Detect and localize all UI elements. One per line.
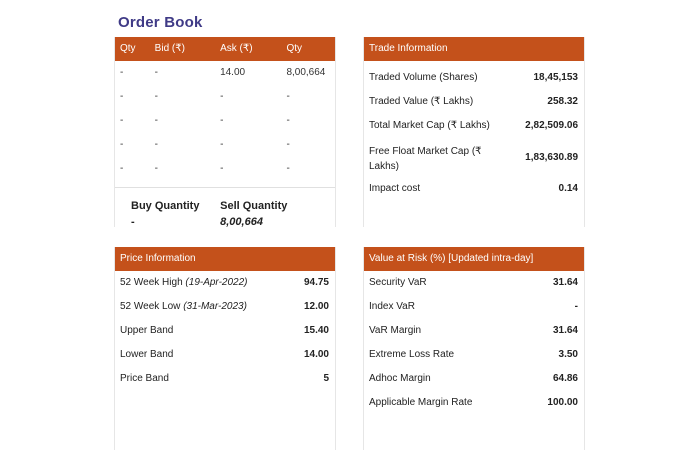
col-header-ask-price: Ask (₹): [220, 43, 253, 54]
free-float-market-cap-value: 1,83,630.89: [525, 152, 578, 163]
traded-value-value: 258.32: [547, 96, 578, 107]
total-market-cap-label: Total Market Cap (₹ Lakhs): [369, 120, 490, 131]
bid-qty-cell: -: [120, 139, 124, 150]
table-row: [115, 85, 335, 109]
bid-price-cell: -: [154, 163, 159, 174]
week-52-low-date: (31-Mar-2023): [183, 301, 247, 312]
free-float-market-cap-label: Free Float Market Cap (₹ Lakhs): [369, 146, 482, 172]
week-52-low-value: 12.00: [303, 301, 329, 312]
extreme-loss-rate-label: Extreme Loss Rate: [369, 349, 455, 360]
trade-information-title: Trade Information: [364, 37, 584, 61]
week-52-high-date: (19-Apr-2022): [185, 277, 248, 288]
value-at-risk-panel: [363, 247, 585, 450]
price-information-title: Price Information: [115, 247, 335, 271]
order-book-panel: [114, 37, 336, 227]
security-var-label: Security VaR: [369, 277, 427, 288]
traded-volume-label: Traded Volume (Shares): [369, 72, 478, 83]
traded-value-label: Traded Value (₹ Lakhs): [369, 96, 474, 107]
ask-qty-cell: -: [286, 139, 290, 150]
lower-band-value: 14.00: [303, 349, 329, 360]
order-book-header: [115, 37, 335, 61]
buy-quantity: [115, 198, 220, 230]
col-header-ask-qty: Qty: [286, 43, 302, 54]
var-margin-label: VaR Margin: [369, 325, 422, 336]
table-row: [115, 133, 335, 157]
week-52-high-label: [120, 277, 248, 288]
impact-cost-label: Impact cost: [369, 183, 421, 194]
table-row: [115, 157, 335, 181]
bid-price-cell: -: [154, 91, 159, 102]
bid-price-cell: -: [154, 139, 159, 150]
ask-price-cell: -: [220, 91, 224, 102]
ask-price-cell: 14.00: [220, 67, 246, 78]
upper-band-label: Upper Band: [120, 325, 174, 336]
ask-qty-cell: -: [286, 115, 290, 126]
security-var-value: 31.64: [552, 277, 578, 288]
bid-qty-cell: -: [120, 67, 124, 78]
price-band-value: 5: [323, 373, 329, 384]
order-book-rows: [115, 61, 335, 181]
value-at-risk-title: Value at Risk (%) [Updated intra-day]: [364, 247, 584, 271]
impact-cost-value: 0.14: [558, 183, 578, 194]
ask-qty-cell: 8,00,664: [286, 67, 326, 78]
trade-information-panel: [363, 37, 585, 227]
lower-band-label: Lower Band: [120, 349, 174, 360]
sell-quantity-label: Sell Quantity: [220, 200, 288, 212]
col-header-bid-price: Bid (₹): [154, 43, 185, 54]
week-52-high-value: 94.75: [303, 277, 329, 288]
var-margin-value: 31.64: [552, 325, 578, 336]
buy-quantity-label: Buy Quantity: [131, 200, 200, 212]
extreme-loss-rate-value: 3.50: [558, 349, 578, 360]
total-market-cap-value: 2,82,509.06: [525, 120, 578, 131]
upper-band-value: 15.40: [303, 325, 329, 336]
order-book-totals: [115, 188, 335, 230]
sell-quantity-value: 8,00,664: [220, 216, 263, 228]
week-52-high-text: 52 Week High: [120, 277, 183, 288]
bid-price-cell: -: [154, 67, 159, 78]
sell-quantity: [220, 198, 335, 230]
price-band-label: Price Band: [120, 373, 169, 384]
applicable-margin-rate-value: 100.00: [547, 397, 578, 408]
ask-qty-cell: -: [286, 163, 290, 174]
applicable-margin-rate-label: Applicable Margin Rate: [369, 397, 473, 408]
buy-quantity-value: -: [131, 216, 135, 228]
ask-price-cell: -: [220, 163, 224, 174]
week-52-low-text: 52 Week Low: [120, 301, 181, 312]
table-row: [115, 109, 335, 133]
index-var-value: -: [574, 301, 578, 312]
ask-qty-cell: -: [286, 91, 290, 102]
price-information-panel: [114, 247, 336, 450]
ask-price-cell: -: [220, 115, 224, 126]
order-book-title: Order Book: [118, 14, 203, 31]
bid-price-cell: -: [154, 115, 159, 126]
adhoc-margin-value: 64.86: [552, 373, 578, 384]
traded-volume-value: 18,45,153: [533, 72, 578, 83]
bid-qty-cell: -: [120, 163, 124, 174]
week-52-low-label: [120, 301, 247, 312]
bid-qty-cell: -: [120, 115, 124, 126]
bid-qty-cell: -: [120, 91, 124, 102]
index-var-label: Index VaR: [369, 301, 415, 312]
table-row: [115, 61, 335, 85]
adhoc-margin-label: Adhoc Margin: [369, 373, 431, 384]
col-header-bid-qty: Qty: [120, 43, 136, 54]
ask-price-cell: -: [220, 139, 224, 150]
